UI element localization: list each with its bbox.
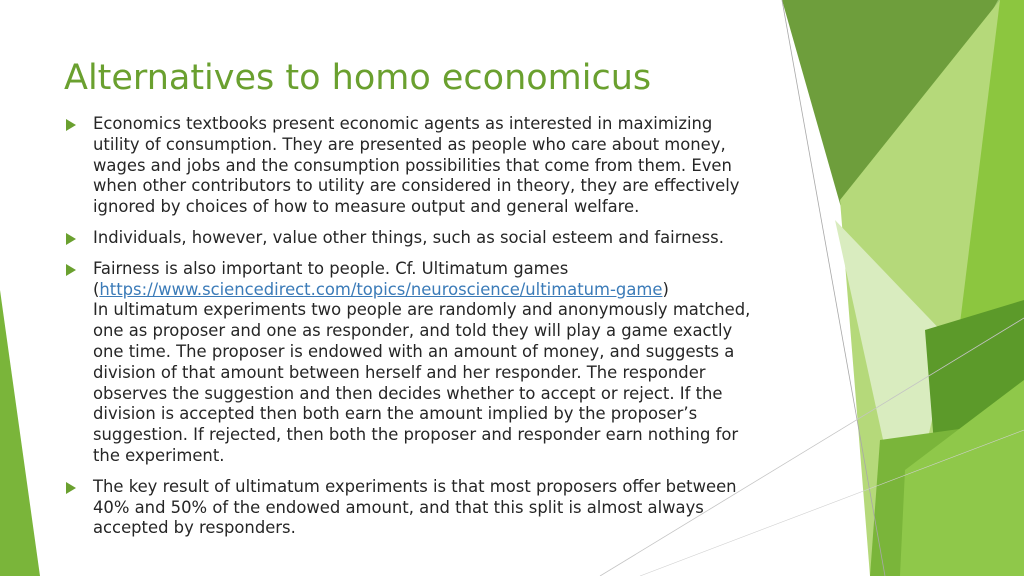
- bullet-item: [64, 477, 794, 539]
- bullet-arrow-icon: [66, 119, 76, 131]
- bullet-line: division is accepted then both earn the amount implied by the proposer’s: [93, 404, 698, 424]
- bullet-item: [64, 114, 794, 218]
- bullet-line: 40% and 50% of the endowed amount, and that this split is almost always: [93, 497, 704, 517]
- bullet-line: division of that amount between herself and her responder. The responder: [93, 362, 706, 382]
- bullet-list: [64, 114, 794, 549]
- bullet-arrow-icon: [66, 482, 76, 494]
- bullet-item: [64, 259, 794, 467]
- link-paren-close: ): [662, 279, 669, 299]
- link-line: [93, 280, 794, 301]
- bullet-arrow-icon: [66, 233, 76, 245]
- bullet-line: ignored by choices of how to measure output and general welfare.: [93, 197, 640, 217]
- bullet-line: suggestion. If rejected, then both the proposer and responder earn nothing for: [93, 425, 739, 445]
- bullet-line: when other contributors to utility are considered in theory, they are effectively: [93, 176, 740, 196]
- bullet-line: In ultimatum experiments two people are randomly and anonymously matched,: [93, 300, 751, 320]
- bullet-line: the experiment.: [93, 445, 225, 465]
- link-paren-open: (: [93, 279, 100, 299]
- bullet-line: Individuals, however, value other things, such as social esteem and fairness.: [93, 227, 724, 247]
- bullet-line: one time. The proposer is endowed with an amount of money, and suggests a: [93, 341, 735, 361]
- bullet-line: The key result of ultimatum experiments is that most proposers offer between: [93, 476, 737, 496]
- bullet-line: one as proposer and one as responder, and told they will play a game exactly: [93, 321, 733, 341]
- facet-bottom-left: [0, 290, 40, 576]
- bullet-item: [64, 228, 794, 249]
- ultimatum-game-link[interactable]: https://www.sciencedirect.com/topics/neuroscience/ultimatum-game: [99, 279, 663, 299]
- bullet-line: Economics textbooks present economic agents as interested in maximizing: [93, 114, 713, 133]
- slide-title: Alternatives to homo economicus: [64, 58, 652, 98]
- bullet-line: accepted by responders.: [93, 518, 296, 538]
- bullet-line: wages and jobs and the consumption possibilities that come from them. Even: [93, 155, 732, 175]
- bullet-line: observes the suggestion and then decides whether to accept or reject. If the: [93, 383, 723, 403]
- bullet-arrow-icon: [66, 264, 76, 276]
- bullet-line: Fairness is also important to people. Cf. Ultimatum games: [93, 258, 569, 278]
- bullet-line: utility of consumption. They are presented as people who care about money,: [93, 134, 726, 154]
